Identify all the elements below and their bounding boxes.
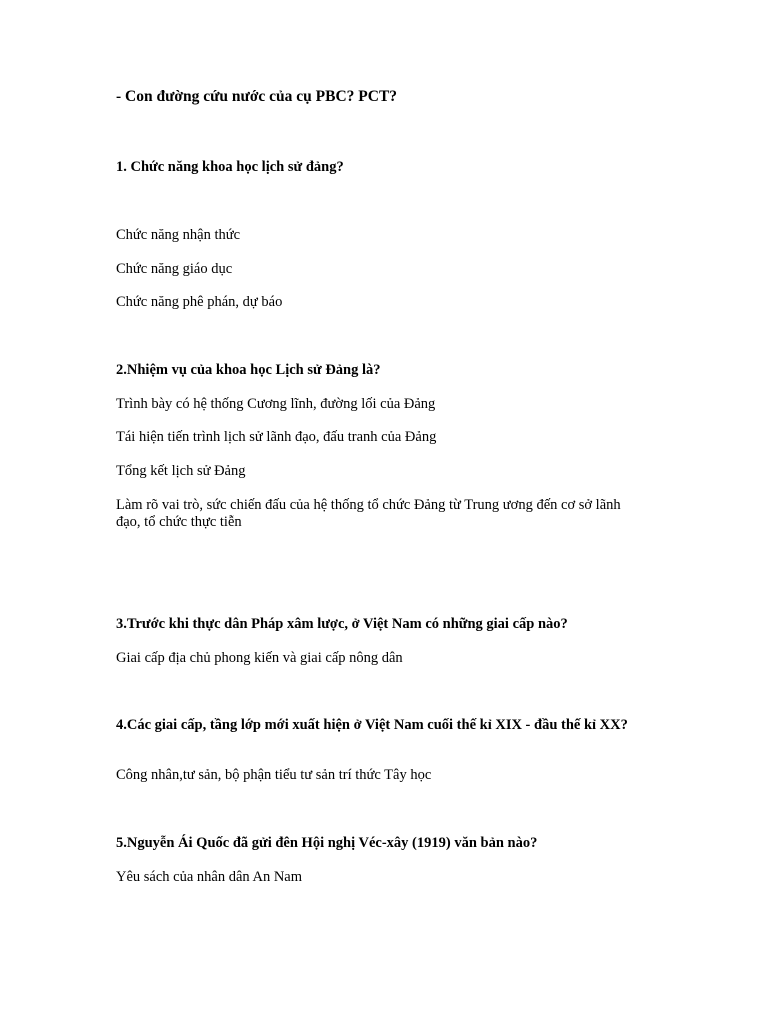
question-1-answer: Chức năng phê phán, dự báo: [116, 294, 283, 310]
question-2-answer: Tái hiện tiến trình lịch sử lãnh đạo, đấu tranh của Đảng: [116, 429, 437, 445]
question-4-answer: Công nhân,tư sản, bộ phận tiểu tư sản trí thức Tây học: [116, 767, 432, 783]
question-2-answer: Trình bày có hệ thống Cương lĩnh, đường lối của Đảng: [116, 396, 436, 412]
question-2-title: 2.Nhiệm vụ của khoa học Lịch sử Đảng là?: [116, 362, 381, 378]
question-5-title: 5.Nguyễn Ái Quốc đã gửi đên Hội nghị Véc-xây (1919) văn bản nào?: [116, 835, 538, 851]
intro-heading: - Con đường cứu nước của cụ PBC? PCT?: [116, 88, 398, 105]
question-3-answer: Giai cấp địa chủ phong kiến và giai cấp nông dân: [116, 650, 403, 666]
question-1-answer: Chức năng giáo dục: [116, 261, 233, 277]
question-2-answer: Tổng kết lịch sử Đảng: [116, 463, 246, 479]
question-1-title: 1. Chức năng khoa học lịch sử đảng?: [116, 159, 344, 175]
question-5-answer: Yêu sách của nhân dân An Nam: [116, 869, 303, 885]
question-2-answer: Làm rõ vai trò, sức chiến đấu của hệ thống tổ chức Đảng từ Trung ương đến cơ sở lãnh đạo, tổ chức thực tiễn: [116, 497, 621, 530]
question-4-title: 4.Các giai cấp, tầng lớp mới xuất hiện ở Việt Nam cuối thế kỉ XIX - đầu thế kỉ XX?: [116, 717, 628, 733]
question-1-answer: Chức năng nhận thức: [116, 227, 241, 243]
question-3-title: 3.Trước khi thực dân Pháp xâm lược, ở Việt Nam có những giai cấp nào?: [116, 616, 568, 632]
